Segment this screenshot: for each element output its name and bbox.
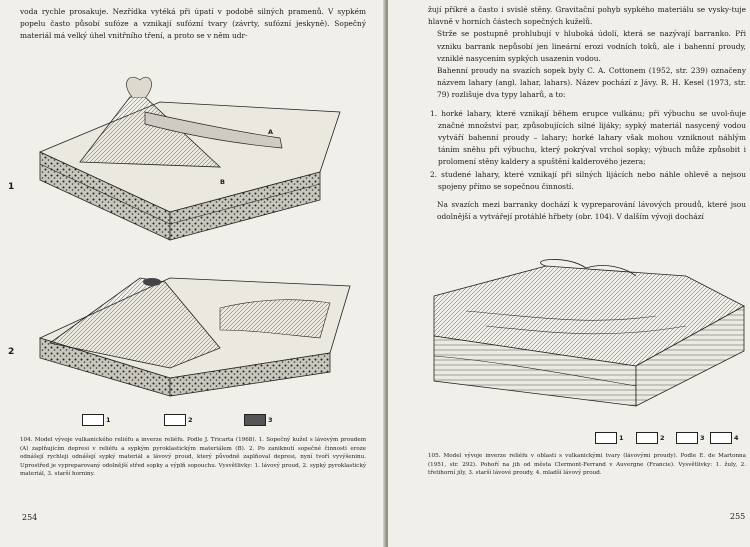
legend-swatch-old-lava: [676, 432, 698, 444]
paragraph: voda rychle prosakuje. Nezřídka vytéká při úpatí v podobě silných pramenů. V sypkém popelu často působí sufóze a vznikají sufózní tvary (závrty, sufózní jeskyně). Sopečný materiál má velký úhel vnitřního tření, a proto se v něm udr-: [20, 7, 366, 41]
legend-swatch-lava: [82, 414, 104, 426]
paragraph: žují příkré a často i svislé stěny. Gravitační pohyb sypkého materiálu se vysky-tuje hlavně v horních částech sopečných kuželů.: [428, 5, 746, 27]
legend-swatch-old-rock: [244, 414, 266, 426]
left-text-block: [20, 6, 366, 43]
legend-label-1: 1: [619, 434, 624, 442]
figure-104-caption: 104. Model vývoje vulkanického reliéfu a inverze reliéfu. Podle J. Tricarta (1968). 1. Sopečný kužel s lávovým proudem (A) zaplňujícím depresi v reliéfu a sypkým pyroklastickým materiálem (B). 2. Po zaniknutí sopečné činnosti eroze odnášejí rychleji odnášejí sypký materiál a lávový proud, který původně zaplňoval depresi, nyní tvoří vyvýšeninu. Uprostřed je vypreparovaný odolnější střed sopky a výplň sopouchu. Vysvětlivky: 1. lávový proud, 2. sypký pyroklastický materiál, 3. starší horniny.: [20, 437, 366, 478]
figure-104-block-2: [20, 268, 360, 398]
paragraph: Na svazích mezi barranky dochází k vypreparování lávových proudů, které jsou odolnější a vytvářejí protáhlé hřbety (obr. 104). V dalším vývoji dochází: [437, 200, 746, 222]
right-page: [388, 0, 750, 547]
right-text-block: [428, 4, 746, 223]
legend-label-3: 3: [700, 434, 705, 442]
figure-105-block: [426, 256, 748, 426]
legend-swatch-clay: [636, 432, 658, 444]
legend-label-2: 2: [188, 416, 193, 424]
list-item: 2. studené lahary, které vznikají při silných lijácích nebo náhle ohlevě a nejsou spojeny přímo se sopečnou činností.: [430, 169, 746, 191]
legend-swatch-pyroclastic: [164, 414, 186, 426]
paragraph: Bahenní proudy na svazích sopek byly C. A. Cottonem (1952, str. 239) označeny názvem lahary (angl. lahar, lahars). Název pochází z Jávy. R. H. Kesel (1973, str. 79) rozlišuje dva typy laharů, a to:: [437, 66, 746, 100]
block-label-a: A: [268, 128, 274, 136]
page-number: 254: [22, 513, 38, 522]
list-item: 1. horké lahary, které vznikají během erupce vulkánu; při výbuchu se uvol-ňuje značné množství par, způsobujících silné lijáky; sypký materiál nasycený vodou vytváří bahenní proudy – lahary; horké lahary však mohou vzniknout náhlým táním sněhu při výbuchu, který pokrýval vrchol sopky; výbuch může způsobit i prolomení stěny kaldery a spuštění kalderového jezera;: [430, 108, 746, 167]
figure-105-caption: 105. Model vývoje inverze reliéfu v oblasti s vulkanickými tvary (lávovými proudy). Podle E. de Martonna (1951, str. 292). Pohoří na jih od města Clermont-Ferrand v Auvergne (Francie). Vysvětlivky: 1. žuly, 2. třetihorní jíly, 3. starší lávové proudy, 4. mladší lávový proud.: [428, 453, 746, 477]
page-number: 255: [730, 512, 746, 521]
legend-label-3: 3: [268, 416, 273, 424]
figure-104-block-1: [20, 72, 360, 242]
legend-label-1: 1: [106, 416, 111, 424]
legend-label-2: 2: [660, 434, 665, 442]
block-label-b: B: [220, 178, 225, 186]
legend-swatch-young-lava: [710, 432, 732, 444]
figure-label-2: 2: [8, 347, 15, 357]
legend-swatch-granite: [595, 432, 617, 444]
paragraph: Strže se postupně prohlubují v hluboká údolí, která se nazývají barranko. Při vzniku barrank nepůsobí jen lineární erozi vodních toků, ale i bahenní proudy, vzniklé nasycením sypkých usazenin vodou.: [437, 29, 746, 63]
figure-label-1: 1: [8, 182, 15, 192]
legend-label-4: 4: [734, 434, 739, 442]
